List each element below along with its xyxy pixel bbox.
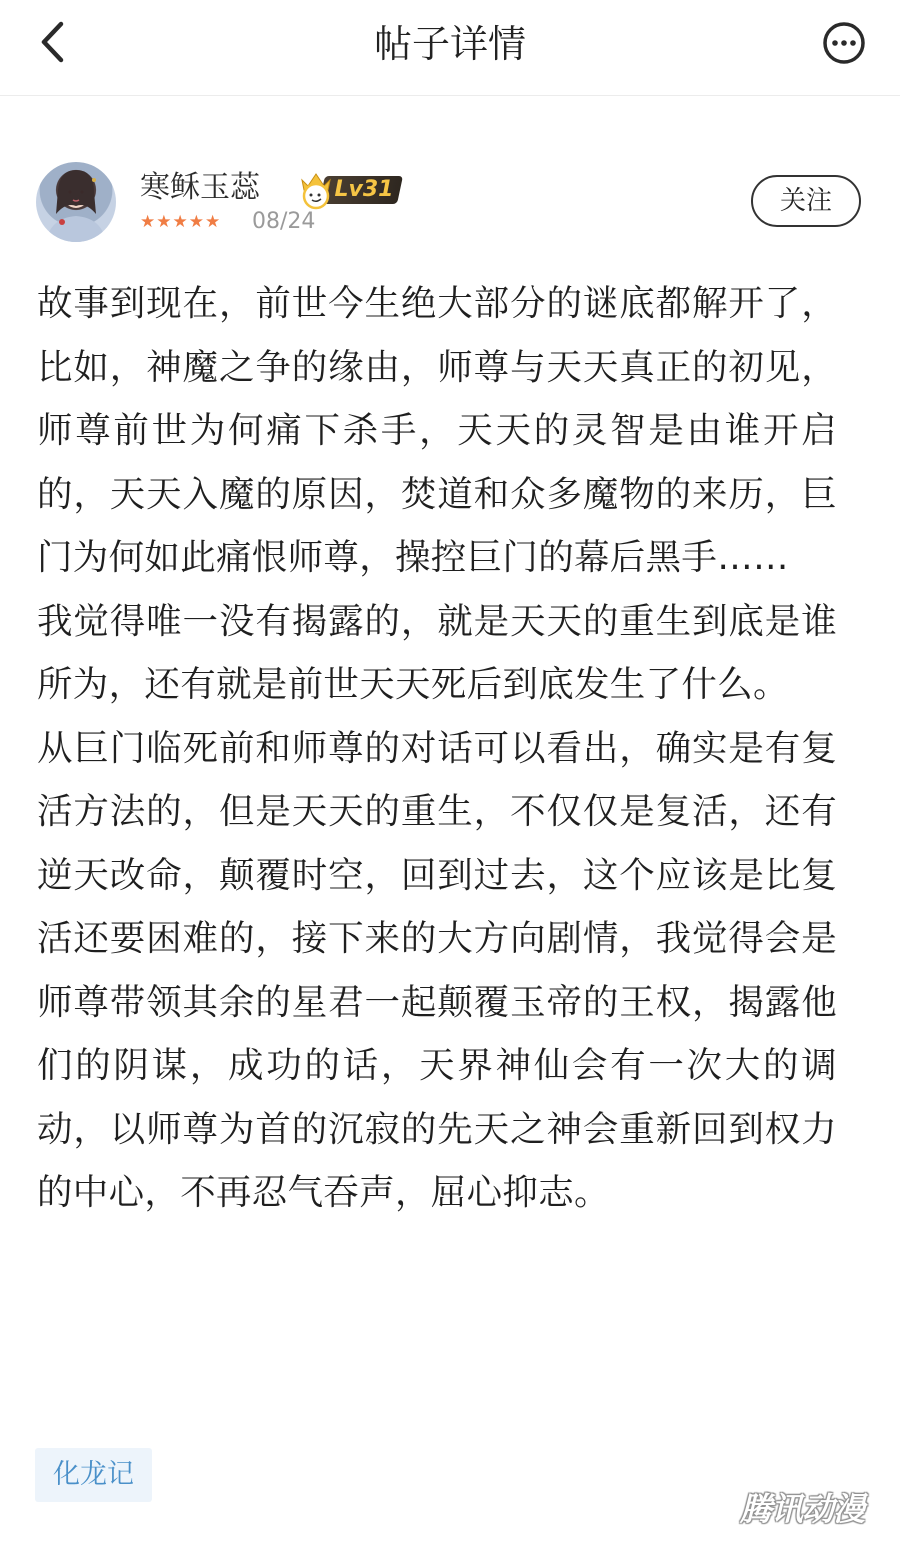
top-navigation-bar <box>0 0 900 96</box>
topic-tag[interactable]: 化龙记 <box>35 1448 152 1502</box>
level-badge <box>296 166 406 212</box>
post-date: 08/24 <box>252 209 316 234</box>
author-info <box>0 150 900 260</box>
level-text: Lv31 <box>334 177 394 202</box>
author-name[interactable]: 寒稣玉蕊 <box>140 170 260 205</box>
crown-icon <box>296 170 336 210</box>
post-paragraph: 从巨门临死前和师尊的对话可以看出，确实是有复活方法的，但是天天的重生，不仅仅是复活，还有逆天改命，颠覆时空，回到过去，这个应该是比复活还要困难的，接下来的大方向剧情，我觉得会是师尊带领其余的星君一起颠覆玉帝的王权，揭露他们的阴谋，成功的话，天界神仙会有一次大的调动，以师尊为首的沉寂的先天之神会重新回到权力的中心，不再忍气吞声，屈心抑志。 <box>37 727 837 1213</box>
page-title: 帖子详情 <box>373 22 526 66</box>
watermark-logo: 腾讯动漫 <box>740 1490 865 1528</box>
follow-button[interactable]: 关注 <box>751 175 861 227</box>
post-paragraph: 我觉得唯一没有揭露的，就是天天的重生到底是谁所为，还有就是前世天天死后到底发生了什么。 <box>37 600 837 705</box>
post-content <box>37 272 837 1225</box>
more-options-button[interactable] <box>820 19 868 67</box>
more-circle-icon <box>820 19 868 67</box>
rating-stars: ★★★★★ <box>140 212 222 232</box>
post-paragraph: 故事到现在，前世今生绝大部分的谜底都解开了，比如，神魔之争的缘由，师尊与天天真正的初见，师尊前世为何痛下杀手，天天的灵智是由谁开启的，天天入魔的原因，焚道和众多魔物的来历，巨门为何如此痛恨师尊，操控巨门的幕后黑手…… <box>37 283 837 578</box>
avatar[interactable] <box>36 162 116 242</box>
